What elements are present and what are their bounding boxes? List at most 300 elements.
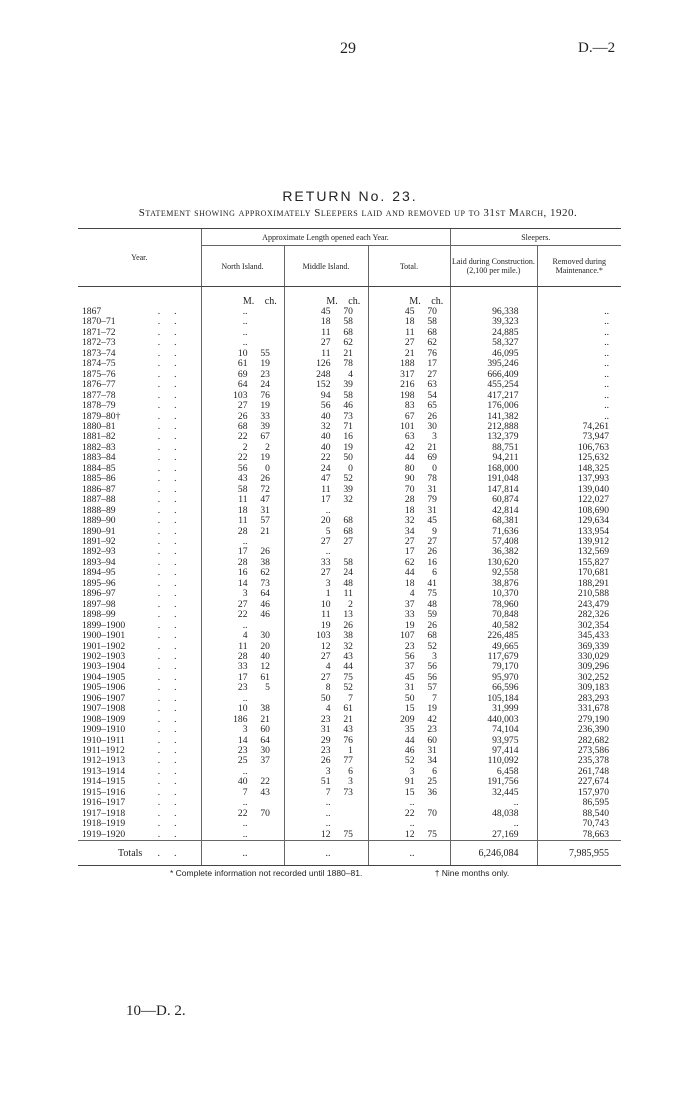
document-reference: D.—2 bbox=[578, 40, 616, 56]
table-row bbox=[78, 746, 621, 756]
removed-cell: 137,993 bbox=[537, 474, 621, 484]
laid-cell: 226,485 bbox=[450, 631, 537, 641]
total-length-cell: 52 34 bbox=[368, 756, 450, 766]
removed-cell: .. bbox=[537, 317, 621, 327]
year-cell: 1919–1920 .. bbox=[82, 829, 191, 840]
total-length-cell: 37 56 bbox=[368, 662, 450, 672]
north-island-header: North Island. bbox=[201, 246, 284, 287]
total-length-cell: 28 79 bbox=[368, 495, 450, 505]
total-length-cell: 83 65 bbox=[368, 401, 450, 411]
year-cell: 1904–1905 .. bbox=[82, 672, 191, 683]
year-cell: 1887–88 .. bbox=[82, 495, 191, 506]
year-cell: 1900–1901 .. bbox=[82, 631, 191, 642]
total-length-cell: .. bbox=[368, 819, 450, 829]
laid-cell: 176,006 bbox=[450, 401, 537, 411]
total-length-cell: .. bbox=[368, 798, 450, 808]
laid-cell: 79,170 bbox=[450, 662, 537, 672]
page-number: 29 bbox=[340, 40, 356, 57]
total-length-cell: 56 3 bbox=[368, 652, 450, 662]
removed-cell: 170,681 bbox=[537, 568, 621, 578]
table-row bbox=[78, 307, 621, 317]
year-cell: 1905–1906 .. bbox=[82, 683, 191, 694]
table-row bbox=[78, 715, 621, 725]
laid-cell: .. bbox=[450, 798, 537, 808]
table-row bbox=[78, 652, 621, 662]
middle-island-cell: 3 48 bbox=[284, 579, 368, 589]
laid-cell: 58,327 bbox=[450, 338, 537, 348]
north-island-cell: .. bbox=[201, 328, 284, 338]
removed-cell: .. bbox=[537, 412, 621, 422]
table-row bbox=[78, 621, 621, 631]
totals-row: Totals .. .. .. .. 6,246,084 7,985,955 bbox=[78, 841, 621, 866]
total-length-cell: 44 60 bbox=[368, 736, 450, 746]
year-cell: 1913–1914 .. bbox=[82, 766, 191, 777]
total-length-cell: 32 45 bbox=[368, 516, 450, 526]
year-cell: 1906–1907 .. bbox=[82, 693, 191, 704]
middle-island-cell: 40 19 bbox=[284, 443, 368, 453]
year-cell: 1916–1917 .. bbox=[82, 798, 191, 809]
year-cell: 1874–75 .. bbox=[82, 359, 191, 370]
total-length-cell: 317 27 bbox=[368, 370, 450, 380]
removed-cell: 108,690 bbox=[537, 506, 621, 516]
year-cell: 1884–85 .. bbox=[82, 463, 191, 474]
year-cell: 1881–82 .. bbox=[82, 432, 191, 443]
total-length-cell: 45 70 bbox=[368, 307, 450, 317]
total-length-cell: 45 56 bbox=[368, 673, 450, 683]
laid-cell: 147,814 bbox=[450, 485, 537, 495]
total-length-cell: 63 3 bbox=[368, 432, 450, 442]
middle-island-cell: 26 77 bbox=[284, 756, 368, 766]
return-title: RETURN No. 23. bbox=[282, 188, 418, 204]
table-row bbox=[78, 380, 621, 390]
table-row bbox=[78, 610, 621, 620]
laid-cell: 40,582 bbox=[450, 621, 537, 631]
footnote-dagger: † Nine months only. bbox=[434, 868, 510, 878]
total-length-cell: 3 6 bbox=[368, 767, 450, 777]
north-island-cell: 3 64 bbox=[201, 589, 284, 599]
year-cell: 1885–86 .. bbox=[82, 474, 191, 485]
middle-island-cell: 56 46 bbox=[284, 401, 368, 411]
removed-cell: .. bbox=[537, 359, 621, 369]
table-row bbox=[78, 809, 621, 819]
laid-cell: 395,246 bbox=[450, 359, 537, 369]
north-island-cell: 28 40 bbox=[201, 652, 284, 662]
middle-island-cell: .. bbox=[284, 506, 368, 516]
laid-cell: 97,414 bbox=[450, 746, 537, 756]
middle-island-cell: 8 52 bbox=[284, 683, 368, 693]
north-island-cell: 17 26 bbox=[201, 547, 284, 557]
table-row bbox=[78, 819, 621, 829]
laid-cell: 94,211 bbox=[450, 453, 537, 463]
removed-cell: .. bbox=[537, 328, 621, 338]
laid-cell: 31,999 bbox=[450, 704, 537, 714]
total-length-cell: 18 41 bbox=[368, 579, 450, 589]
year-cell: 1893–94 .. bbox=[82, 557, 191, 568]
table-row bbox=[78, 412, 621, 422]
total-length-cell: 17 26 bbox=[368, 547, 450, 557]
table-row bbox=[78, 600, 621, 610]
table-row bbox=[78, 642, 621, 652]
statement-subtitle: Statement showing approximately Sleepers laid and removed up to 31st March, 1920. bbox=[138, 207, 578, 219]
north-island-cell: 68 39 bbox=[201, 422, 284, 432]
table-row bbox=[78, 788, 621, 798]
removed-cell: 369,339 bbox=[537, 642, 621, 652]
year-cell: 1908–1909 .. bbox=[82, 714, 191, 725]
removed-cell: 282,326 bbox=[537, 610, 621, 620]
middle-island-cell: 33 58 bbox=[284, 558, 368, 568]
year-cell: 1903–1904 .. bbox=[82, 662, 191, 673]
table-row bbox=[78, 558, 621, 568]
middle-island-cell: 4 44 bbox=[284, 662, 368, 672]
removed-cell: 243,479 bbox=[537, 600, 621, 610]
total-length-cell: 27 27 bbox=[368, 537, 450, 547]
table-row bbox=[78, 662, 621, 672]
total-length-cell: 4 75 bbox=[368, 589, 450, 599]
north-island-cell: 28 38 bbox=[201, 558, 284, 568]
middle-island-cell: .. bbox=[284, 819, 368, 829]
middle-island-cell: 22 50 bbox=[284, 453, 368, 463]
north-island-cell: 18 31 bbox=[201, 506, 284, 516]
north-island-cell: 11 20 bbox=[201, 642, 284, 652]
year-cell: 1907–1908 .. bbox=[82, 704, 191, 715]
middle-island-cell: 1 11 bbox=[284, 589, 368, 599]
table-row bbox=[78, 798, 621, 808]
removed-cell: 309,296 bbox=[537, 662, 621, 672]
laid-cell: 168,000 bbox=[450, 464, 537, 474]
table-row bbox=[78, 453, 621, 463]
year-cell: 1882–83 .. bbox=[82, 442, 191, 453]
middle-island-cell: 4 61 bbox=[284, 704, 368, 714]
north-island-cell: 28 21 bbox=[201, 527, 284, 537]
year-cell: 1895–96 .. bbox=[82, 578, 191, 589]
north-island-cell: 14 73 bbox=[201, 579, 284, 589]
middle-island-cell: 47 52 bbox=[284, 474, 368, 484]
year-cell: 1896–97 .. bbox=[82, 589, 191, 600]
middle-island-cell: 3 6 bbox=[284, 767, 368, 777]
north-island-cell: 2 2 bbox=[201, 443, 284, 453]
removed-cell: 331,678 bbox=[537, 704, 621, 714]
north-island-cell: 22 67 bbox=[201, 432, 284, 442]
year-column-header: Year. bbox=[78, 229, 201, 287]
footnotes bbox=[170, 868, 579, 878]
removed-cell: 139,040 bbox=[537, 485, 621, 495]
footnote-star: * Complete information not recorded until 1880–81. bbox=[170, 868, 363, 878]
table-row bbox=[78, 422, 621, 432]
units-row: M. ch. M. ch. M. ch. bbox=[78, 287, 621, 308]
middle-island-cell: 51 3 bbox=[284, 777, 368, 787]
north-island-cell: 22 46 bbox=[201, 610, 284, 620]
middle-island-cell: .. bbox=[284, 809, 368, 819]
laid-cell: 117,679 bbox=[450, 652, 537, 662]
north-island-cell: 27 46 bbox=[201, 600, 284, 610]
removed-cell: .. bbox=[537, 307, 621, 317]
year-cell: 1911–1912 .. bbox=[82, 746, 191, 757]
middle-island-cell: 11 68 bbox=[284, 328, 368, 338]
table-row bbox=[78, 516, 621, 526]
year-cell: 1877–78 .. bbox=[82, 390, 191, 401]
laid-cell: 92,558 bbox=[450, 568, 537, 578]
north-island-cell: 14 64 bbox=[201, 736, 284, 746]
table-row bbox=[78, 443, 621, 453]
removed-cell: 302,354 bbox=[537, 621, 621, 631]
total-length-header: Total. bbox=[368, 246, 450, 287]
middle-island-cell: 23 1 bbox=[284, 746, 368, 756]
middle-island-cell: 32 71 bbox=[284, 422, 368, 432]
table-row bbox=[78, 464, 621, 474]
removed-cell: 188,291 bbox=[537, 579, 621, 589]
total-length-cell: 44 69 bbox=[368, 453, 450, 463]
north-island-cell: 69 23 bbox=[201, 370, 284, 380]
total-length-cell: 34 9 bbox=[368, 527, 450, 537]
removed-cell: 125,632 bbox=[537, 453, 621, 463]
laid-header: Laid during Construction. (2,100 per mile.) bbox=[450, 246, 537, 287]
middle-island-cell: 18 58 bbox=[284, 317, 368, 327]
year-cell: 1917–1918 .. bbox=[82, 808, 191, 819]
laid-cell: 57,408 bbox=[450, 537, 537, 547]
table-row bbox=[78, 527, 621, 537]
table-row bbox=[78, 631, 621, 641]
total-length-cell: 27 62 bbox=[368, 338, 450, 348]
north-island-cell: 22 70 bbox=[201, 809, 284, 819]
year-cell: 1870–71 .. bbox=[82, 317, 191, 328]
laid-cell: 110,092 bbox=[450, 756, 537, 766]
total-length-cell: 67 26 bbox=[368, 412, 450, 422]
middle-island-cell: 248 4 bbox=[284, 370, 368, 380]
laid-cell: 132,379 bbox=[450, 432, 537, 442]
north-island-cell: 22 19 bbox=[201, 453, 284, 463]
total-length-cell: 15 19 bbox=[368, 704, 450, 714]
north-island-cell: 7 43 bbox=[201, 788, 284, 798]
year-cell: 1912–1913 .. bbox=[82, 756, 191, 767]
removed-cell: 132,569 bbox=[537, 547, 621, 557]
year-cell: 1909–1910 .. bbox=[82, 725, 191, 736]
total-length-cell: 19 26 bbox=[368, 621, 450, 631]
laid-cell: 42,814 bbox=[450, 506, 537, 516]
north-island-cell: 16 62 bbox=[201, 568, 284, 578]
middle-island-cell: 27 27 bbox=[284, 537, 368, 547]
total-length-cell: 31 57 bbox=[368, 683, 450, 693]
middle-island-cell: 103 38 bbox=[284, 631, 368, 641]
table-row bbox=[78, 370, 621, 380]
middle-island-cell: 94 58 bbox=[284, 391, 368, 401]
total-length-cell: 46 31 bbox=[368, 746, 450, 756]
removed-cell: 345,433 bbox=[537, 631, 621, 641]
north-island-cell: .. bbox=[201, 621, 284, 631]
laid-cell: 66,596 bbox=[450, 683, 537, 693]
year-cell: 1880–81 .. bbox=[82, 421, 191, 432]
laid-cell: 10,370 bbox=[450, 589, 537, 599]
total-length-cell: 188 17 bbox=[368, 359, 450, 369]
middle-island-cell: 27 62 bbox=[284, 338, 368, 348]
year-cell: 1894–95 .. bbox=[82, 568, 191, 579]
year-cell: 1890–91 .. bbox=[82, 526, 191, 537]
laid-cell: 93,975 bbox=[450, 736, 537, 746]
year-cell: 1888–89 .. bbox=[82, 505, 191, 516]
total-length-cell: 21 76 bbox=[368, 349, 450, 359]
year-cell: 1883–84 .. bbox=[82, 453, 191, 464]
total-length-cell: 198 54 bbox=[368, 391, 450, 401]
year-cell: 1910–1911 .. bbox=[82, 735, 191, 746]
laid-cell: 666,409 bbox=[450, 370, 537, 380]
north-island-cell: 23 30 bbox=[201, 746, 284, 756]
north-island-cell: .. bbox=[201, 694, 284, 704]
laid-cell: 417,217 bbox=[450, 391, 537, 401]
middle-island-cell: 5 68 bbox=[284, 527, 368, 537]
removed-cell: .. bbox=[537, 401, 621, 411]
middle-island-cell: 11 39 bbox=[284, 485, 368, 495]
north-island-cell: 4 30 bbox=[201, 631, 284, 641]
total-length-cell: 18 58 bbox=[368, 317, 450, 327]
laid-cell: 27,169 bbox=[450, 830, 537, 841]
removed-cell: 210,588 bbox=[537, 589, 621, 599]
table-row bbox=[78, 830, 621, 841]
north-island-cell: 186 21 bbox=[201, 715, 284, 725]
year-cell: 1915–1916 .. bbox=[82, 787, 191, 798]
year-cell: 1889–90 .. bbox=[82, 516, 191, 527]
year-cell: 1886–87 .. bbox=[82, 484, 191, 495]
year-cell: 1876–77 .. bbox=[82, 380, 191, 391]
total-length-cell: 35 23 bbox=[368, 725, 450, 735]
middle-island-header: Middle Island. bbox=[284, 246, 368, 287]
year-cell: 1871–72 .. bbox=[82, 327, 191, 338]
laid-cell: 6,458 bbox=[450, 767, 537, 777]
year-cell: 1873–74 .. bbox=[82, 348, 191, 359]
laid-cell: 32,445 bbox=[450, 788, 537, 798]
year-cell: 1902–1903 .. bbox=[82, 651, 191, 662]
sleepers-table bbox=[78, 228, 621, 866]
removed-cell: 282,682 bbox=[537, 736, 621, 746]
laid-cell: 36,382 bbox=[450, 547, 537, 557]
removed-cell: 283,293 bbox=[537, 694, 621, 704]
year-cell: 1891–92 .. bbox=[82, 536, 191, 547]
north-island-cell: 58 72 bbox=[201, 485, 284, 495]
total-length-cell: 91 25 bbox=[368, 777, 450, 787]
middle-island-cell: 24 0 bbox=[284, 464, 368, 474]
middle-island-cell: 11 13 bbox=[284, 610, 368, 620]
table-row bbox=[78, 317, 621, 327]
year-cell: 1898–99 .. bbox=[82, 610, 191, 621]
laid-cell: 60,874 bbox=[450, 495, 537, 505]
removed-cell: 129,634 bbox=[537, 516, 621, 526]
table-row bbox=[78, 568, 621, 578]
table-row bbox=[78, 694, 621, 704]
table-row bbox=[78, 328, 621, 338]
removed-cell: .. bbox=[537, 391, 621, 401]
year-cell: 1897–98 .. bbox=[82, 599, 191, 610]
middle-island-cell: 19 26 bbox=[284, 621, 368, 631]
north-island-cell: 64 24 bbox=[201, 380, 284, 390]
total-length-cell: 33 59 bbox=[368, 610, 450, 620]
table-row bbox=[78, 349, 621, 359]
laid-cell: 96,338 bbox=[450, 307, 537, 317]
removed-cell: 74,261 bbox=[537, 422, 621, 432]
year-cell: 1899–1900 .. bbox=[82, 620, 191, 631]
removed-cell: 122,027 bbox=[537, 495, 621, 505]
table-row bbox=[78, 495, 621, 505]
middle-island-cell: 50 7 bbox=[284, 694, 368, 704]
laid-cell: 38,876 bbox=[450, 579, 537, 589]
north-island-cell: .. bbox=[201, 338, 284, 348]
table-row bbox=[78, 391, 621, 401]
middle-island-cell: 27 43 bbox=[284, 652, 368, 662]
total-removed: 7,985,955 bbox=[537, 841, 621, 866]
north-island-cell: 11 57 bbox=[201, 516, 284, 526]
table-row bbox=[78, 547, 621, 557]
removed-cell: 157,970 bbox=[537, 788, 621, 798]
removed-cell: 86,595 bbox=[537, 798, 621, 808]
north-island-cell: 27 19 bbox=[201, 401, 284, 411]
removed-cell: .. bbox=[537, 380, 621, 390]
removed-cell: .. bbox=[537, 370, 621, 380]
removed-cell: 330,029 bbox=[537, 652, 621, 662]
laid-cell: 95,970 bbox=[450, 673, 537, 683]
removed-cell: 309,183 bbox=[537, 683, 621, 693]
middle-island-cell: 29 76 bbox=[284, 736, 368, 746]
middle-island-cell: 7 73 bbox=[284, 788, 368, 798]
removed-cell: 70,743 bbox=[537, 819, 621, 829]
total-length-cell: 62 16 bbox=[368, 558, 450, 568]
laid-cell: 440,003 bbox=[450, 715, 537, 725]
laid-cell: 88,751 bbox=[450, 443, 537, 453]
total-length-cell: 50 7 bbox=[368, 694, 450, 704]
removed-cell: 139,912 bbox=[537, 537, 621, 547]
middle-island-cell: 23 21 bbox=[284, 715, 368, 725]
table-row bbox=[78, 485, 621, 495]
table-row bbox=[78, 506, 621, 516]
year-cell: 1914–1915 .. bbox=[82, 777, 191, 788]
laid-cell: 24,885 bbox=[450, 328, 537, 338]
laid-cell: 74,104 bbox=[450, 725, 537, 735]
removed-cell: 148,325 bbox=[537, 464, 621, 474]
year-cell: 1878–79 .. bbox=[82, 401, 191, 412]
total-length-cell: 23 52 bbox=[368, 642, 450, 652]
north-island-cell: .. bbox=[201, 819, 284, 829]
table-row bbox=[78, 725, 621, 735]
table-row bbox=[78, 401, 621, 411]
north-island-cell: .. bbox=[201, 317, 284, 327]
total-length-cell: 11 68 bbox=[368, 328, 450, 338]
table-row bbox=[78, 683, 621, 693]
total-length-cell: 107 68 bbox=[368, 631, 450, 641]
north-island-cell: 61 19 bbox=[201, 359, 284, 369]
year-cell: 1879–80† .. bbox=[82, 411, 191, 422]
laid-cell: 68,381 bbox=[450, 516, 537, 526]
total-length-cell: 15 36 bbox=[368, 788, 450, 798]
table-row bbox=[78, 359, 621, 369]
length-group-header: Approximate Length opened each Year. bbox=[201, 229, 450, 246]
middle-island-cell: 20 68 bbox=[284, 516, 368, 526]
laid-cell: 39,323 bbox=[450, 317, 537, 327]
removed-cell: 235,378 bbox=[537, 756, 621, 766]
laid-cell: 70,848 bbox=[450, 610, 537, 620]
total-length-cell: 22 70 bbox=[368, 809, 450, 819]
table-row bbox=[78, 767, 621, 777]
middle-island-cell: .. bbox=[284, 798, 368, 808]
removed-cell: 273,586 bbox=[537, 746, 621, 756]
removed-cell: 279,190 bbox=[537, 715, 621, 725]
laid-cell: 191,048 bbox=[450, 474, 537, 484]
laid-cell: 455,254 bbox=[450, 380, 537, 390]
year-cell: 1872–73 .. bbox=[82, 338, 191, 349]
middle-island-cell: 27 75 bbox=[284, 673, 368, 683]
total-length-cell: 80 0 bbox=[368, 464, 450, 474]
total-length-cell: 42 21 bbox=[368, 443, 450, 453]
removed-cell: 88,540 bbox=[537, 809, 621, 819]
table-row bbox=[78, 736, 621, 746]
table-row bbox=[78, 704, 621, 714]
sleepers-group-header: Sleepers. bbox=[450, 229, 621, 246]
laid-cell: 191,756 bbox=[450, 777, 537, 787]
